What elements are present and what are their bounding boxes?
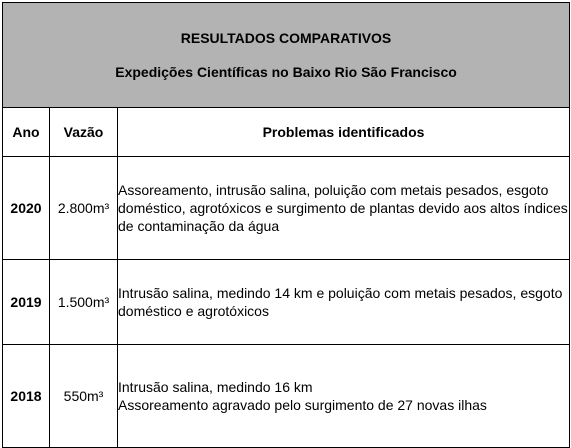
table-row	[3, 157, 570, 260]
table-row	[3, 345, 570, 448]
flow-cell: 550m³	[50, 345, 118, 448]
problems-cell	[118, 260, 570, 345]
column-header-flow: Vazão	[50, 108, 118, 157]
column-header-problems: Problemas identificados	[118, 108, 570, 157]
year-cell: 2019	[3, 260, 50, 345]
column-header-row	[3, 108, 570, 157]
table-title: RESULTADOS COMPARATIVOS	[180, 30, 392, 46]
problems-text: Assoreamento agravado pelo surgimento de 27 novas ilhas	[118, 397, 487, 413]
flow-cell: 2.800m³	[50, 157, 118, 260]
column-header-year: Ano	[3, 108, 50, 157]
problems-cell	[118, 157, 570, 260]
problems-cell	[118, 345, 570, 448]
results-table	[2, 2, 570, 448]
flow-cell: 1.500m³	[50, 260, 118, 345]
table-row	[3, 260, 570, 345]
problems-text: Intrusão salina, medindo 14 km e poluição com metais pesados, esgoto doméstico e agrotóxicos	[118, 285, 563, 319]
year-cell: 2020	[3, 157, 50, 260]
table-header-row	[3, 3, 570, 108]
table-header	[3, 3, 570, 108]
problems-text: Intrusão salina, medindo 16 km	[118, 379, 313, 395]
table-subtitle: Expedições Científicas no Baixo Rio São Francisco	[115, 64, 457, 80]
year-cell: 2018	[3, 345, 50, 448]
problems-text: Assoreamento, intrusão salina, poluição com metais pesados, esgoto doméstico, agrotóxicos e surgimento de plantas devido aos altos índices de contaminação da água	[118, 182, 568, 234]
